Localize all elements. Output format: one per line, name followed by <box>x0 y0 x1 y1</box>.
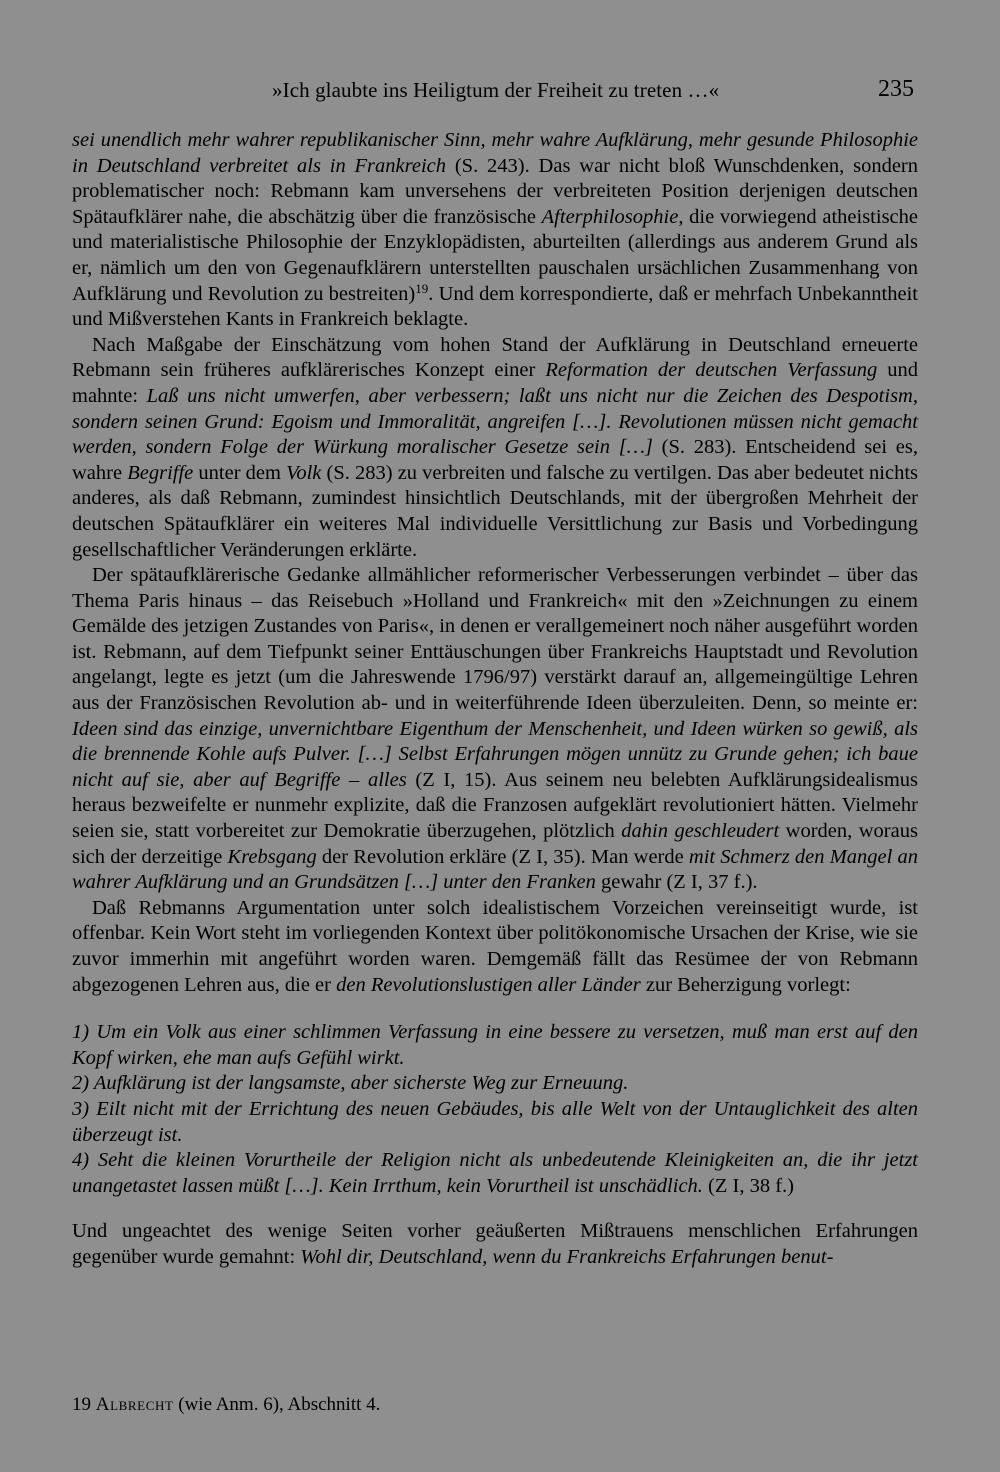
italic-run: Volk <box>286 461 322 484</box>
quote-text: 4) Seht die kleinen Vorurtheile der Religion nicht als unbedeutende Kleinigkeiten an, die ihr jetzt unangetastet lassen müßt […]. Kein Irrthum, kein Vorurtheil ist unschädlich. <box>72 1149 918 1197</box>
running-title: »Ich glaubte ins Heiligtum der Freiheit zu treten …« <box>272 78 720 102</box>
italic-run: Afterphilosophie <box>541 205 679 228</box>
text-run: Nach Maßgabe der Einschätzung vom hohen Stand der Aufklärung in Deutschland erneuerte Rebmann sein früheres aufklärerisches Konzept einer <box>72 333 918 382</box>
text-run: (Z I, 15). Aus seinem neu belebten Aufklärungsidealismus heraus bezweifelte er nunmehr explizite, daß die Franzosen aufgeklärt revolutioniert hätten. Vielmehr seien sie, statt vorbereitet zur Demokratie überzugehen, plötzlich <box>72 768 918 843</box>
italic-run: sei unendlich mehr wahrer republikanischer Sinn, mehr wahre Aufklärung, mehr gesunde Philosophie in Deutschland verbreitet als in Frankreich <box>72 129 918 177</box>
quote-text: 2) Aufklärung ist der langsamste, aber sicherste Weg zur Erneuung. <box>72 1072 629 1095</box>
text-run: Der spätaufklärerische Gedanke allmählicher reformerischer Verbesserungen verbindet – über das Thema Paris hinaus – das Reisebuch »Holland und Frankreich« mit den »Zeichnungen zu einem Gemälde des jetzigen Zustandes von Paris«, in denen er verallgemeinert noch näher ausgeführt worden ist. Rebmann, auf dem Tiefpunkt seiner Enttäuschungen über Frankreichs Hauptstadt und Revolution angelangt, legte es jetzt (um die Jahreswende 1796/97) verstärkt darauf an, allgemeingültige Lehren aus der Französischen Revolution ab- und in weiterführende Ideen überzuleiten. Denn, so meinte er: <box>72 564 918 715</box>
page-number: 235 <box>878 76 914 102</box>
quote-item <box>72 1020 918 1071</box>
footnote <box>72 1393 918 1417</box>
closing-paragraph <box>72 1219 918 1270</box>
page-header <box>0 76 1000 106</box>
text-run: Daß Rebmanns Argumentation unter solch idealistischem Vorzeichen vereinseitigt wurde, ist offenbar. Kein Wort steht im vorliegenden Kontext über politökonomische Ursachen der Krise, wie sie zuvor immerhin mit angeführt worden waren. Demgemäß fällt das Resümee der von Rebmann abgezogenen Lehren aus, die er <box>72 896 918 996</box>
quote-text: 3) Eilt nicht mit der Errichtung des neuen Gebäudes, bis alle Welt von der Untauglichkeit des alten überzeugt ist. <box>72 1097 918 1146</box>
text-run: unter dem <box>193 461 287 484</box>
italic-run: Wohl dir, Deutschland, wenn du Frankreichs Erfahrungen benut- <box>300 1245 834 1268</box>
text-run: . Und dem korrespondierte, daß er mehrfach Unbekanntheit und Mißverstehen Kants in Frankreich beklagte. <box>72 282 918 331</box>
footnote-marker: 19 <box>415 280 429 296</box>
paragraph <box>72 563 918 896</box>
text-run: (S. 283). Entscheidend sei es, wahre <box>72 436 918 484</box>
quote-item <box>72 1071 918 1097</box>
italic-run: dahin geschleudert <box>621 820 780 843</box>
italic-run: Ideen sind das einzige, unvernichtbare Eigenthum der Menschenheit, und Ideen würken so gewiß, als die brennende Kohle aufs Pulver. […] Selbst Erfahrungen mögen unnütz zu Grunde gehen; ich baue nicht auf sie, aber auf Begriffe – alles <box>72 717 918 791</box>
quote-reference: (Z I, 38 f.) <box>702 1174 795 1197</box>
quote-text: 1) Um ein Volk aus einer schlimmen Verfassung in eine bessere zu versetzen, muß man erst auf den Kopf wirken, ehe man aufs Gefühl wirkt. <box>72 1021 918 1069</box>
footnote-text: (wie Anm. 6), Abschnitt 4. <box>173 1394 381 1415</box>
paragraph <box>72 128 918 333</box>
paragraphs <box>72 128 918 998</box>
italic-run: Reformation der deutschen Verfassung <box>545 359 878 382</box>
italic-run: Laß uns nicht umwerfen, aber verbessern; laßt uns nicht nur die Zeichen des Despotism, sondern seinen Grund: Egoism und Immoralität, angreifen […]. Revolutionen müssen nicht gemacht werden, sondern Folge der Würkung moralischer Gesetze sein […] <box>72 384 918 459</box>
footnote-author: Albrecht <box>95 1394 174 1415</box>
text-run: und mahnte: <box>72 359 919 407</box>
italic-run: mit Schmerz den Mangel an wahrer Aufklärung und an Grundsätzen […] unter den Franken <box>72 845 918 894</box>
italic-run: Krebsgang <box>227 845 317 868</box>
paragraph <box>72 896 918 998</box>
text-run: gewahr (Z I, 37 f.). <box>595 871 758 894</box>
text-run: der Revolution erkläre (Z I, 35). Man werde <box>316 845 689 868</box>
body-text <box>72 128 918 1271</box>
quote-item <box>72 1148 918 1199</box>
footnote-number: 19 <box>72 1394 91 1415</box>
italic-run: Begriffe <box>127 461 194 484</box>
text-run: Und ungeachtet des wenige Seiten vorher geäußerten Mißtrauens menschlichen Erfahrungen gegenüber wurde gemahnt: <box>72 1220 918 1268</box>
text-run: (S. 243). Das war nicht bloß Wunschdenken, sondern problematischer noch: Rebmann kam unversehens der verbreiteten Position derjenigen deutschen Spätaufklärer nahe, die abschätzig über die französische <box>72 154 918 228</box>
italic-run: den Revolutionslustigen aller Länder <box>336 973 641 996</box>
text-run: , die vorwiegend atheistische und materialistische Philosophie der Enzyklopädisten, aburteilten (allerdings aus anderem Grund als er, nämlich um den von Gegenaufklärern unterstellten pauschalen ursächlichen Zusammenhang von Aufklärung und Revolution zu bestreiten) <box>72 205 918 305</box>
text-run: (S. 283) zu verbreiten und falsche zu vertilgen. Das aber bedeutet nichts anderes, als daß Rebmann, zumindest hinsichtlich Deutschlands, mit der übergroßen Mehrheit der deutschen Spätaufklärer ein weiteres Mal individuelle Versittlichung zur Basis und Vorbedingung gesellschaftlicher Veränderungen erklärte. <box>72 461 918 561</box>
text-run: zur Beherzigung vorlegt: <box>640 973 851 996</box>
quote-item <box>72 1097 918 1148</box>
text-run: worden, woraus sich der derzeitige <box>72 820 918 868</box>
numbered-quote-list <box>72 1020 918 1199</box>
paragraph <box>72 333 918 563</box>
